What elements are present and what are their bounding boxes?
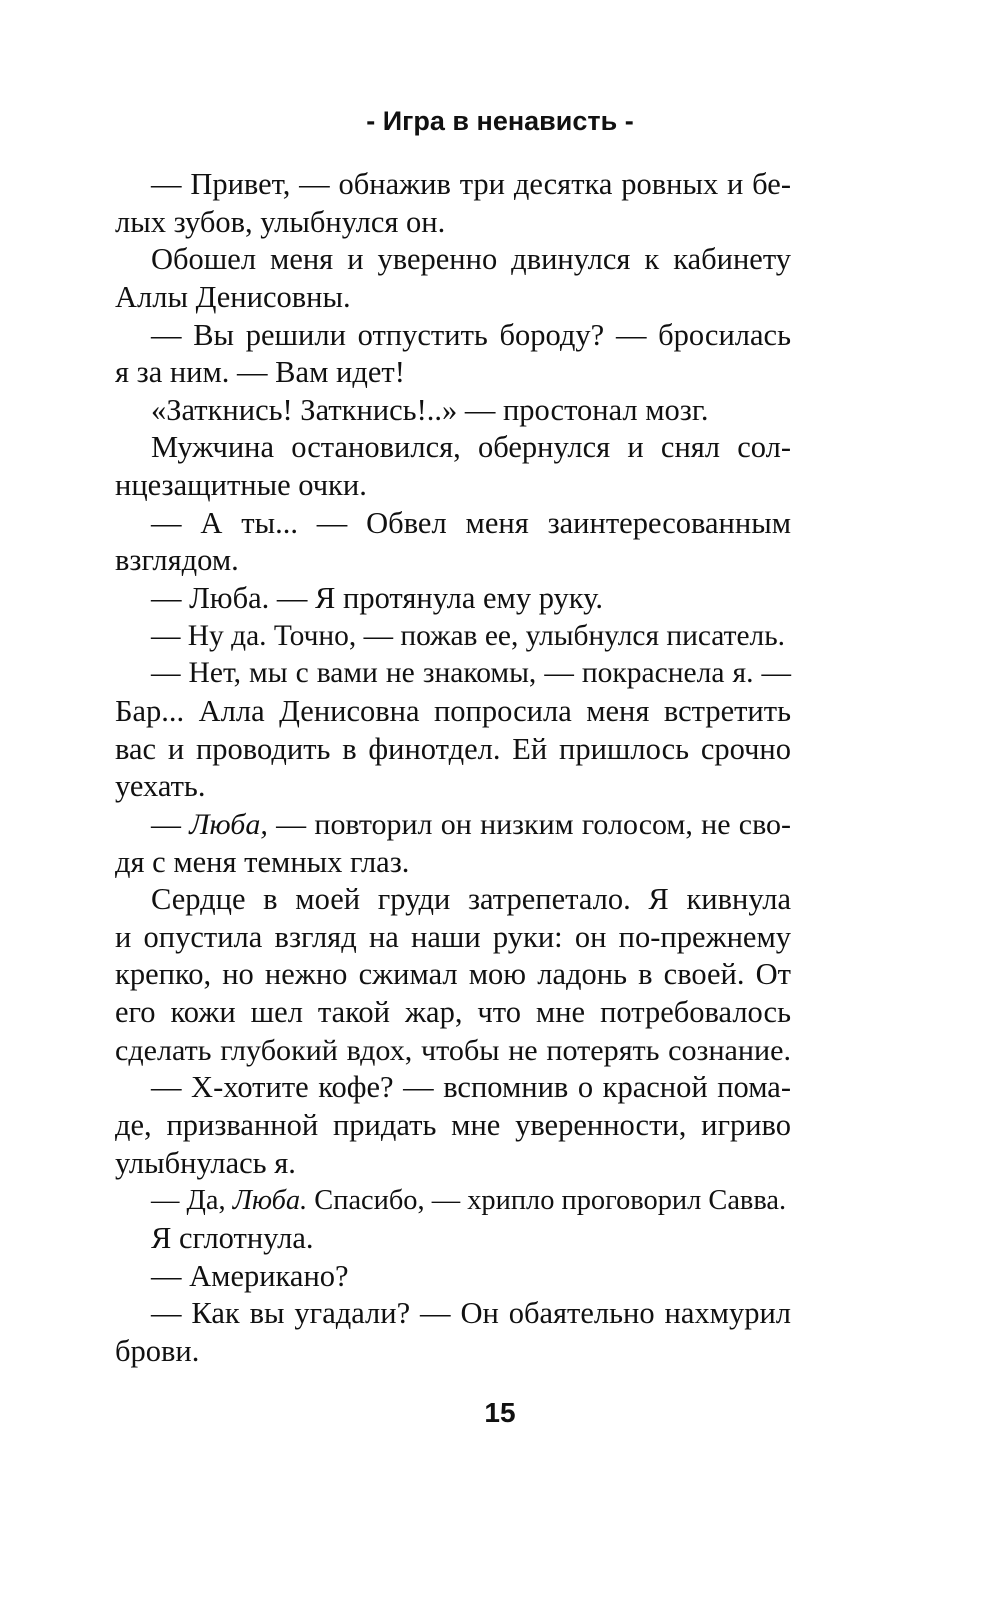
text-line: — Американо? [151, 1258, 349, 1293]
text-line: сделать глубокий вдох, чтобы не потерять сознание. [115, 1032, 791, 1067]
text-line: — Вы решили отпустить бороду? — бросилась [151, 317, 791, 352]
text-line: я за ним. — Вам идет! [115, 355, 405, 390]
text-line: — А ты... — Обвел меня заинтересованным [151, 505, 791, 540]
text-line: вас и проводить в финотдел. Ей пришлось срочно [115, 731, 791, 766]
line-suffix: — повторил он низким голосом, не сво- [267, 807, 791, 841]
text-line: «Заткнись! Заткнись!..» — простонал мозг. [151, 392, 709, 427]
text-line: и опустила взгляд на наши руки: он по-прежнему [115, 919, 791, 954]
text-line: улыбнулась я. [115, 1145, 296, 1180]
text-line: Мужчина остановился, обернулся и снял сол- [151, 430, 791, 465]
text-line: Бар... Алла Денисовна попросила меня встретить [115, 693, 791, 728]
text-line: Аллы Денисовны. [115, 279, 351, 314]
line-suffix: Спасибо, — хрипло проговорил Савва. [307, 1185, 787, 1217]
text-line: — Ну да. Точно, — пожав ее, улыбнулся писатель. [151, 619, 786, 652]
text-line: дя с меня темных глаз. [115, 844, 410, 879]
running-header: - Игра в ненависть - [366, 106, 634, 136]
page-number: 15 [484, 1397, 516, 1428]
text-line: крепко, но нежно сжимал мою ладонь в своей. От [115, 957, 791, 992]
text-line: его кожи шел такой жар, что мне потребовалось [115, 995, 791, 1030]
text-line: — Люба. — Я протянула ему руку. [151, 581, 604, 616]
text-line: Обошел меня и уверенно двинулся к кабинету [151, 242, 791, 277]
text-line: — Нет, мы с вами не знакомы, — покраснела я. — [151, 657, 791, 690]
text-line-with-emphasis [115, 1182, 791, 1220]
text-line-with-emphasis [115, 806, 791, 844]
text-line: Я сглотнула. [151, 1220, 314, 1255]
text-line: нцезащитные очки. [115, 468, 367, 503]
text-line: — Х-хотите кофе? — вспомнив о красной пома- [151, 1070, 791, 1105]
text-line: взглядом. [115, 543, 239, 578]
text-line: де, призванной придать мне уверенности, игриво [115, 1108, 791, 1143]
text-line: уехать. [115, 769, 206, 804]
emphasized-name: Люба, [189, 807, 268, 841]
text-line: лых зубов, улыбнулся он. [115, 204, 446, 239]
text-line: — Привет, — обнажив три десятка ровных и бе- [151, 167, 791, 201]
body-text [115, 166, 791, 1371]
text-line: Сердце в моей груди затрепетало. Я кивнула [151, 882, 791, 917]
text-line: — Как вы угадали? — Он обаятельно нахмурил [151, 1296, 791, 1331]
text-line: брови. [115, 1333, 200, 1368]
emphasized-name: Люба. [232, 1185, 308, 1217]
line-prefix: — [151, 807, 190, 841]
line-prefix: — Да, [151, 1185, 233, 1217]
